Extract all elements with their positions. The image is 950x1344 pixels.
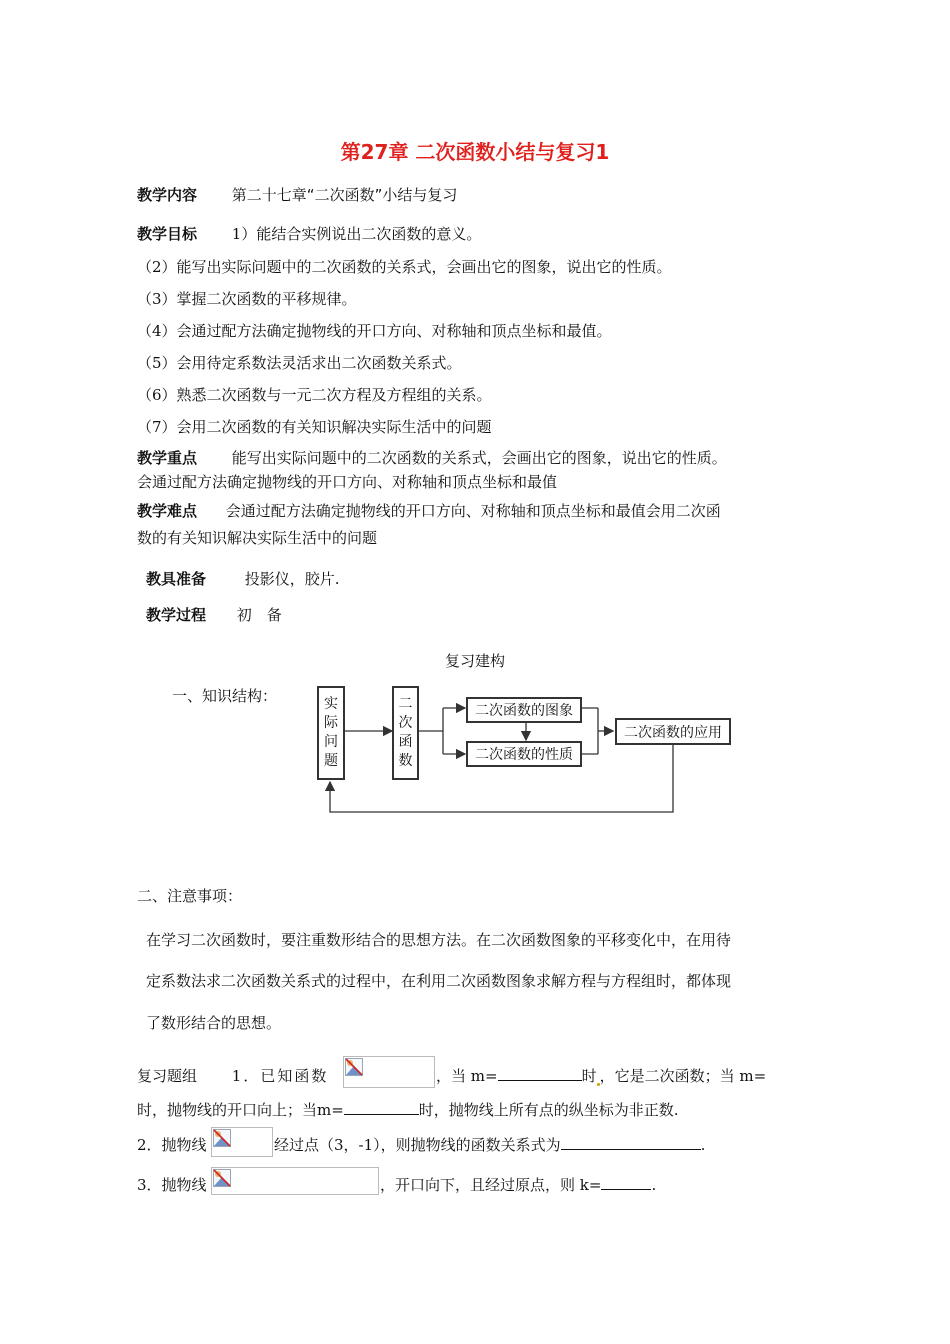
q3-end: .: [651, 1176, 657, 1194]
box-real-problem-char: 题: [324, 753, 338, 769]
goal-4: （4）会通过配方法确定抛物线的开口方向、对称轴和顶点坐标和最值。: [137, 322, 612, 340]
broken-image-icon: [345, 1058, 363, 1076]
q2-blank[interactable]: [561, 1135, 701, 1150]
notes-line: 在学习二次函数时，要注重数形结合的思想方法。在二次函数图象的平移变化中，在用待: [146, 931, 732, 949]
key-points-line2: 会通过配方法确定抛物线的开口方向、对称轴和顶点坐标和最值: [137, 473, 558, 491]
exercise-2-rest: [274, 1134, 705, 1155]
q1-blank-1[interactable]: [498, 1066, 582, 1081]
section-notes: 二、注意事项：: [137, 887, 243, 905]
tools-label: 教具准备: [146, 570, 207, 588]
q1-formula-image: [343, 1056, 435, 1088]
goal-2: （2）能写出实际问题中的二次函数的关系式，会画出它的图象，说出它的性质。: [137, 258, 672, 276]
q2-text-a: 2．抛物线: [137, 1136, 207, 1154]
tools-row: [146, 568, 340, 589]
q3-formula-image: [211, 1167, 379, 1195]
q3-text-b: ，开口向下，且经过原点，则 k=: [380, 1176, 602, 1194]
box-real-problem-char: 实: [324, 696, 338, 712]
goal-7: （7）会用二次函数的有关知识解决实际生活中的问题: [137, 418, 492, 436]
difficulties-row: [137, 500, 721, 521]
exercise-3-rest: [380, 1174, 656, 1195]
teaching-content-label: 教学内容: [137, 186, 198, 204]
teaching-content-row: [137, 184, 457, 205]
review-heading: 复习建构: [444, 652, 505, 670]
difficulties-line2: 数的有关知识解决实际生活中的问题: [137, 529, 378, 547]
box-function-application: 二次函数的应用: [615, 718, 731, 745]
box-real-problem-char: 际: [324, 715, 338, 731]
notes-line: 定系数法求二次函数关系式的过程中，在利用二次函数图象求解方程与方程组时，都体现: [146, 972, 732, 990]
box-real-problem-char: 问: [324, 734, 338, 750]
q1-text-c: 时: [581, 1067, 597, 1085]
q2-end: .: [700, 1136, 706, 1154]
box-real-problem: [317, 686, 345, 780]
notes-line: 了数形结合的思想。: [146, 1014, 282, 1032]
q2-formula-image: [211, 1127, 273, 1157]
box-quadratic-function-char: 函: [398, 734, 413, 750]
teaching-goals-row: [137, 223, 481, 244]
process-text: 初 备: [236, 606, 282, 624]
q3-blank[interactable]: [601, 1175, 651, 1190]
goal-3: （3）掌握二次函数的平移规律。: [137, 290, 357, 308]
page-title: 第27章 二次函数小结与复习1: [340, 140, 610, 164]
box-quadratic-function-char: 数: [398, 753, 413, 769]
process-row: [146, 604, 282, 625]
q3-text-a: 3．抛物线: [137, 1176, 207, 1194]
section-knowledge-structure: 一、知识结构：: [172, 687, 278, 705]
box-quadratic-function-char: 二: [398, 696, 413, 712]
broken-image-icon: [213, 1129, 231, 1147]
exercise-1-line2: [137, 1099, 679, 1120]
box-quadratic-function-char: 次: [398, 715, 413, 731]
q1-text-d: ，它是二次函数；当 m=: [599, 1067, 767, 1085]
box-function-properties: 二次函数的性质: [466, 741, 582, 767]
q1-text-a: 1．已知函数: [231, 1067, 329, 1085]
goal-1-end: 。: [466, 225, 482, 243]
tools-text: 投影仪，胶片.: [244, 570, 340, 588]
exercise-1-line1: [137, 1065, 328, 1086]
exercises-label: 复习题组: [137, 1067, 198, 1085]
box-quadratic-function: [392, 686, 419, 780]
q1-text-b: ，当 m=: [436, 1067, 498, 1085]
q2-text-b: 经过点（3，-1），则抛物线的函数关系式为: [274, 1136, 561, 1154]
goal-5: （5）会用待定系数法灵活求出二次函数关系式。: [137, 354, 462, 372]
key-points-line1: 能写出实际问题中的二次函数的关系式，会画出它的图象，说出它的性质。: [231, 449, 727, 467]
process-label: 教学过程: [146, 606, 207, 624]
goal-6: （6）熟悉二次函数与一元二次方程及方程组的关系。: [137, 386, 492, 404]
teaching-goals-label: 教学目标: [137, 225, 198, 243]
q1-blank-2[interactable]: [344, 1100, 419, 1115]
q1-line2-b: 时，抛物线上所有点的纵坐标为非正数.: [418, 1101, 679, 1119]
difficulties-line1: 会通过配方法确定抛物线的开口方向、对称轴和顶点坐标和最值会用二次函: [225, 502, 721, 520]
key-points-label: 教学重点: [137, 449, 198, 467]
broken-image-icon: [213, 1169, 231, 1187]
q1-line2-a: 时，抛物线的开口向上；当m=: [137, 1101, 344, 1119]
goal-1: 1）能结合实例说出二次函数的意义: [231, 225, 467, 243]
exercise-1-line1-rest: [436, 1065, 766, 1086]
box-function-graph: 二次函数的图象: [466, 697, 582, 723]
difficulties-label: 教学难点: [137, 502, 198, 520]
teaching-content-text: 第二十七章“二次函数”小结与复习: [231, 186, 458, 204]
key-points-row: [137, 447, 727, 468]
